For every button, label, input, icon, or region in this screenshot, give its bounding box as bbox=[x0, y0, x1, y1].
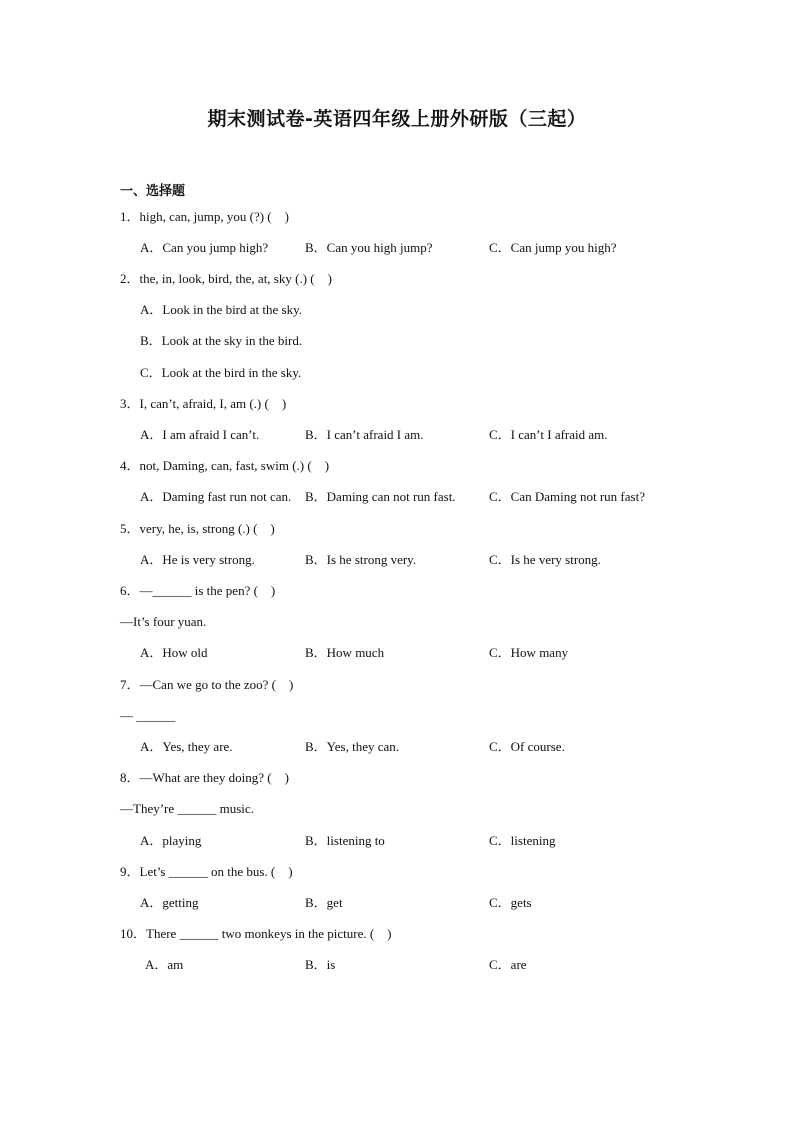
q9-option-b: B．get bbox=[305, 895, 343, 910]
q2-option-c: C．Look at the bird in the sky. bbox=[140, 365, 302, 380]
question-8: 8．—What are they doing? ( ) bbox=[120, 770, 289, 785]
q3-option-b: B．I can’t afraid I am. bbox=[305, 427, 424, 442]
q7-dialogue-line: — ______ bbox=[120, 708, 176, 723]
q10-option-c: C．are bbox=[489, 957, 527, 972]
question-3: 3．I, can’t, afraid, I, am (.) ( ) bbox=[120, 396, 287, 411]
question-6: 6．—______ is the pen? ( ) bbox=[120, 583, 276, 598]
q3-option-a: A．I am afraid I can’t. bbox=[140, 427, 260, 442]
q1-option-c: C．Can jump you high? bbox=[489, 240, 617, 255]
question-9: 9．Let’s ______ on the bus. ( ) bbox=[120, 864, 293, 879]
section-heading: 一、选择题 bbox=[120, 184, 186, 199]
question-10: 10．There ______ two monkeys in the picture. ( ) bbox=[120, 926, 392, 941]
question-2: 2．the, in, look, bird, the, at, sky (.) ( ) bbox=[120, 271, 332, 286]
document-title: 期末测试卷-英语四年级上册外研版（三起） bbox=[207, 108, 587, 130]
q6-option-c: C．How many bbox=[489, 645, 569, 660]
q2-option-a: A．Look in the bird at the sky. bbox=[140, 302, 302, 317]
q7-option-a: A．Yes, they are. bbox=[140, 739, 233, 754]
question-4: 4．not, Daming, can, fast, swim (.) ( ) bbox=[120, 458, 330, 473]
q4-option-b: B．Daming can not run fast. bbox=[305, 489, 456, 504]
q5-option-a: A．He is very strong. bbox=[140, 552, 255, 567]
q6-option-b: B．How much bbox=[305, 645, 385, 660]
q3-option-c: C．I can’t I afraid am. bbox=[489, 427, 608, 442]
question-5: 5．very, he, is, strong (.) ( ) bbox=[120, 521, 275, 536]
q8-dialogue-line: —They’re ______ music. bbox=[120, 801, 254, 816]
q1-option-a: A．Can you jump high? bbox=[140, 240, 269, 255]
q4-option-a: A．Daming fast run not can. bbox=[140, 489, 292, 504]
q8-option-b: B．listening to bbox=[305, 833, 385, 848]
q8-option-a: A．playing bbox=[140, 833, 202, 848]
question-1: 1．high, can, jump, you (?) ( ) bbox=[120, 209, 289, 224]
q1-option-b: B．Can you high jump? bbox=[305, 240, 433, 255]
question-7: 7．—Can we go to the zoo? ( ) bbox=[120, 677, 294, 692]
q2-option-b: B．Look at the sky in the bird. bbox=[140, 333, 303, 348]
q9-option-c: C．gets bbox=[489, 895, 532, 910]
q10-option-b: B．is bbox=[305, 957, 336, 972]
q8-option-c: C．listening bbox=[489, 833, 556, 848]
q6-option-a: A．How old bbox=[140, 645, 208, 660]
q9-option-a: A．getting bbox=[140, 895, 199, 910]
q4-option-c: C．Can Daming not run fast? bbox=[489, 489, 645, 504]
q6-dialogue-line: —It’s four yuan. bbox=[120, 614, 207, 629]
q10-option-a: A．am bbox=[145, 957, 184, 972]
q7-option-b: B．Yes, they can. bbox=[305, 739, 400, 754]
q7-option-c: C．Of course. bbox=[489, 739, 565, 754]
q5-option-b: B．Is he strong very. bbox=[305, 552, 417, 567]
q5-option-c: C．Is he very strong. bbox=[489, 552, 601, 567]
